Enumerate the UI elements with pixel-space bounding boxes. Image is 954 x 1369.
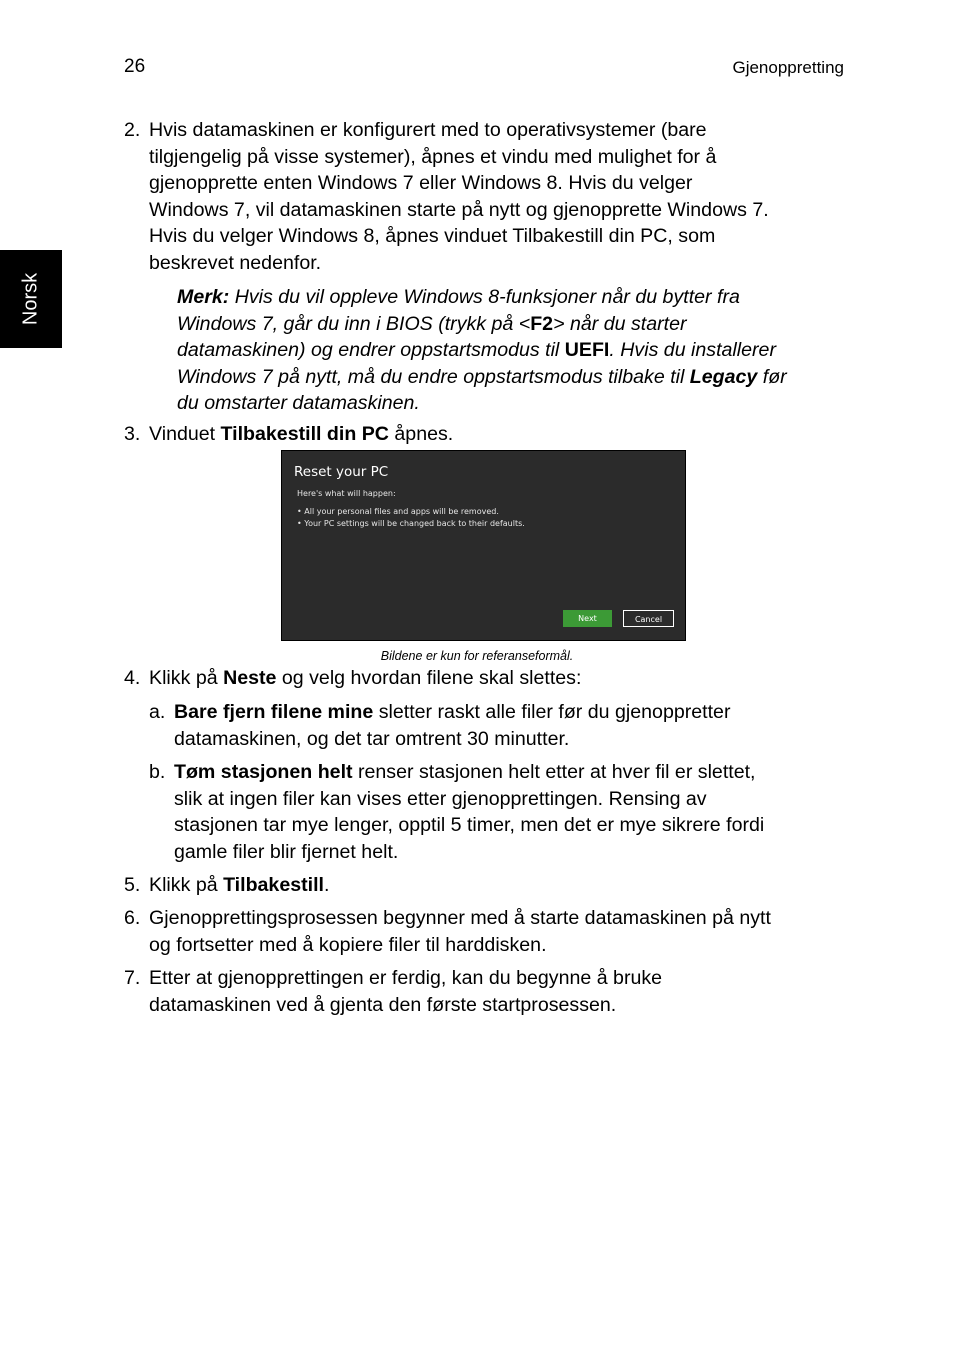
- step-number: 2.: [124, 119, 141, 141]
- reset-pc-screenshot: [281, 450, 686, 641]
- step-line: beskrevet nedenfor.: [149, 251, 322, 274]
- cancel-button[interactable]: Cancel: [623, 610, 674, 627]
- substep-letter: b.: [149, 761, 166, 783]
- substep-b: b. Tøm stasjonen helt renser stasjonen helt etter at hver fil er slettet, slik at ingen filer kan vises etter gjenopprettingen. Rensing av stasjonen tar mye lenger, opptil 5 timer, men det er mye sikrere fordi gamle filer blir fjernet helt.: [149, 761, 765, 863]
- step-7: 7. Etter at gjenopprettingen er ferdig, kan du begynne å bruke datamaskinen ved å gjenta den første startprosessen.: [124, 967, 663, 1016]
- step-6: 6. Gjenopprettingsprosessen begynner med å starte datamaskinen på nytt og fortsetter med å kopiere filer til harddisken.: [124, 907, 771, 956]
- substep-a: a. Bare fjern filene mine sletter raskt alle filer før du gjenoppretter datamaskinen, og det tar omtrent 30 minutter.: [149, 701, 731, 750]
- step-number: 4.: [124, 667, 141, 689]
- step-number: 3.: [124, 423, 141, 445]
- step-line: Hvis datamaskinen er konfigurert med to operativsystemer (bare: [149, 119, 707, 141]
- image-caption: Bildene er kun for referanseformål.: [380, 649, 574, 663]
- step-number: 6.: [124, 907, 141, 929]
- step-line: gjenopprette enten Windows 7 eller Windows 8. Hvis du velger: [149, 172, 693, 194]
- step-5: 5. Klikk på Tilbakestill.: [124, 872, 844, 899]
- step-4: 4. Klikk på Neste og velg hvordan filene skal slettes:: [124, 665, 844, 692]
- running-head: Gjenoppretting: [732, 58, 844, 77]
- page-number: 26: [124, 56, 146, 77]
- reset-pc-bullet: • All your personal files and apps will be removed.: [297, 507, 499, 516]
- step-line: tilgjengelig på visse systemer), åpnes et vindu med mulighet for å: [149, 145, 717, 168]
- language-tab-label: Norsk: [19, 272, 42, 326]
- substep-letter: a.: [149, 701, 166, 723]
- step-line: Hvis du velger Windows 8, åpnes vinduet Tilbakestill din PC, som: [149, 225, 716, 247]
- step-number: 7.: [124, 967, 141, 989]
- step-number: 5.: [124, 874, 141, 896]
- note-label: Merk:: [177, 286, 230, 308]
- next-button[interactable]: Next: [563, 610, 612, 627]
- reset-pc-subtitle: Here's what will happen:: [297, 489, 396, 498]
- note: Merk: Hvis du vil oppleve Windows 8-funksjoner når du bytter fra Windows 7, går du inn i BIOS (trykk på <F2> når du starter datamaskinen) og endrer oppstartsmodus til UEFI. Hvis du installerer Windows 7 på nytt, må du endre oppstartsmodus tilbake til Legacy før du omstarter datamaskinen.: [177, 286, 787, 414]
- reset-pc-bullet: • Your PC settings will be changed back to their defaults.: [297, 519, 525, 528]
- reset-pc-title: Reset your PC: [294, 464, 389, 480]
- step-3: 3. Vinduet Tilbakestill din PC åpnes.: [124, 421, 844, 448]
- language-tab: [0, 250, 62, 348]
- step-2: [124, 117, 844, 276]
- step-line: Windows 7, vil datamaskinen starte på nytt og gjenopprette Windows 7.: [149, 198, 769, 221]
